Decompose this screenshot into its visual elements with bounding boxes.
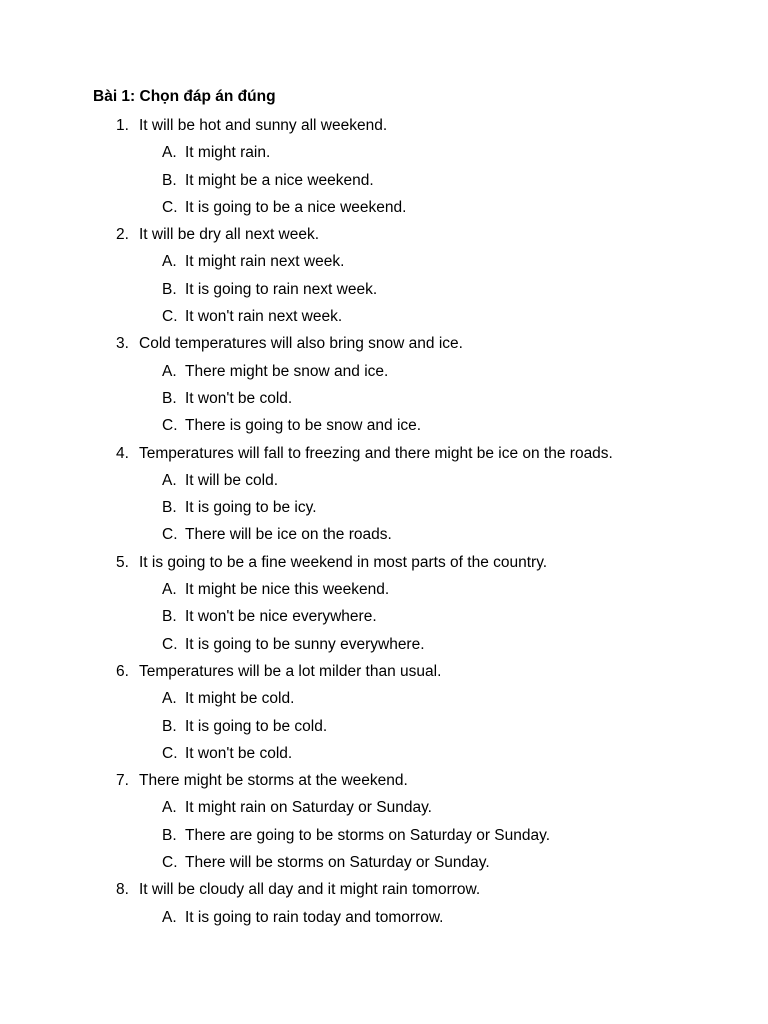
question-text: It will be hot and sunny all weekend. (139, 117, 388, 134)
question-number: 7. (116, 772, 129, 790)
answer-option (0, 908, 768, 935)
option-letter: A. (162, 690, 177, 708)
option-letter: B. (162, 171, 177, 189)
answer-option (0, 389, 768, 416)
option-list (0, 689, 768, 771)
question-text: It is going to be a fine weekend in most parts of the country. (139, 553, 548, 571)
option-text: It is going to be sunny everywhere. (185, 635, 425, 653)
option-letter: A. (162, 362, 177, 380)
option-letter: C. (162, 635, 178, 653)
question-number: 4. (116, 444, 129, 462)
question-text: Cold temperatures will also bring snow and ice. (139, 335, 463, 353)
option-text: It is going to be cold. (185, 717, 328, 735)
question-item (0, 771, 768, 880)
option-letter: A. (162, 799, 177, 817)
option-text: There will be storms on Saturday or Sunday. (185, 854, 490, 872)
option-letter: C. (162, 308, 178, 326)
answer-option (0, 362, 768, 389)
option-text: It might be a nice weekend. (185, 171, 374, 189)
option-list (0, 143, 768, 225)
question-item (0, 880, 768, 935)
option-letter: A. (162, 908, 177, 926)
option-text: There is going to be snow and ice. (185, 417, 422, 435)
option-text: It is going to rain today and tomorrow. (185, 908, 444, 926)
exercise-title: Bài 1: Chọn đáp án đúng (93, 88, 276, 105)
answer-option (0, 826, 768, 853)
option-list (0, 908, 768, 935)
answer-option (0, 498, 768, 525)
option-letter: C. (162, 744, 178, 762)
option-list (0, 471, 768, 553)
option-text: It might rain next week. (185, 253, 345, 271)
option-text: It might rain on Saturday or Sunday. (185, 799, 432, 817)
option-text: There will be ice on the roads. (185, 526, 392, 544)
question-line (0, 662, 768, 689)
option-letter: B. (162, 826, 177, 844)
option-letter: A. (162, 144, 177, 162)
option-text: It won't rain next week. (185, 308, 343, 326)
answer-option (0, 717, 768, 744)
option-letter: C. (162, 198, 178, 216)
answer-option (0, 853, 768, 880)
answer-option (0, 416, 768, 443)
option-text: It is going to rain next week. (185, 280, 378, 298)
option-letter: C. (162, 417, 178, 435)
question-text: It will be dry all next week. (139, 226, 320, 244)
question-item (0, 662, 768, 771)
question-number: 2. (116, 226, 129, 244)
question-number: 3. (116, 335, 129, 353)
question-line (0, 880, 768, 907)
answer-option (0, 171, 768, 198)
option-text: It will be cold. (185, 471, 279, 489)
answer-option (0, 252, 768, 279)
question-line (0, 225, 768, 252)
option-text: There might be snow and ice. (185, 362, 389, 380)
option-letter: B. (162, 717, 177, 735)
answer-option (0, 280, 768, 307)
option-text: It might rain. (185, 144, 271, 162)
question-text: There might be storms at the weekend. (139, 772, 408, 790)
question-item (0, 225, 768, 334)
question-text: Temperatures will be a lot milder than usual. (139, 662, 442, 680)
option-letter: C. (162, 526, 178, 544)
option-list (0, 252, 768, 334)
option-text: It might be nice this weekend. (185, 581, 390, 599)
answer-option (0, 198, 768, 225)
question-item (0, 553, 768, 662)
question-line (0, 334, 768, 361)
option-text: It won't be nice everywhere. (185, 608, 377, 626)
option-text: It is going to be icy. (185, 499, 317, 517)
question-line (0, 553, 768, 580)
question-item (0, 444, 768, 553)
option-letter: B. (162, 280, 177, 298)
answer-option (0, 744, 768, 771)
answer-option (0, 525, 768, 552)
question-line (0, 771, 768, 798)
option-letter: B. (162, 499, 177, 517)
answer-option (0, 143, 768, 170)
option-letter: A. (162, 581, 177, 599)
option-letter: C. (162, 854, 178, 872)
question-text: Temperatures will fall to freezing and there might be ice on the roads. (139, 444, 613, 462)
answer-option (0, 635, 768, 662)
option-text: It is going to be a nice weekend. (185, 198, 407, 216)
question-list (0, 116, 768, 935)
answer-option (0, 798, 768, 825)
option-text: It won't be cold. (185, 744, 293, 762)
question-line (0, 444, 768, 471)
option-text: There are going to be storms on Saturday or Sunday. (185, 826, 551, 844)
option-text: It won't be cold. (185, 389, 293, 407)
question-number: 8. (116, 881, 129, 899)
answer-option (0, 471, 768, 498)
answer-option (0, 307, 768, 334)
question-number: 1. (116, 117, 129, 134)
question-text: It will be cloudy all day and it might rain tomorrow. (139, 881, 481, 899)
question-number: 6. (116, 662, 129, 680)
option-list (0, 362, 768, 444)
option-letter: B. (162, 608, 177, 626)
option-letter: A. (162, 253, 177, 271)
question-item (0, 116, 768, 225)
answer-option (0, 689, 768, 716)
answer-option (0, 607, 768, 634)
option-list (0, 580, 768, 662)
answer-option (0, 580, 768, 607)
question-number: 5. (116, 553, 129, 571)
option-text: It might be cold. (185, 690, 295, 708)
option-list (0, 798, 768, 880)
question-item (0, 334, 768, 443)
option-letter: A. (162, 471, 177, 489)
option-letter: B. (162, 389, 177, 407)
question-line (0, 116, 768, 143)
